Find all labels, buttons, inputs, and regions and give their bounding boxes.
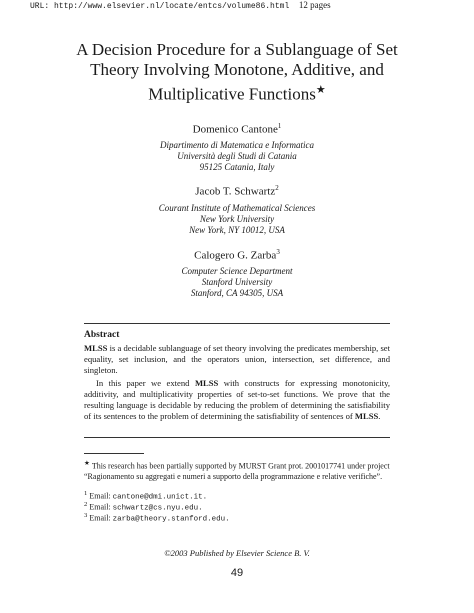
footnote-text: This research has been partially supported by MURST Grant prot. 2001017741 under project “Ragionamento su aggregati e numeri a supporto della programmazione e relative verifiche”. xyxy=(84,461,390,481)
email-address: cantone@dmi.unict.it. xyxy=(112,493,208,502)
author-mark: 1 xyxy=(277,122,282,130)
affil-line: Courant Institute of Mathematical Sciences xyxy=(158,203,316,213)
copyright-notice: ©2003 Published by Elsevier Science B. V. xyxy=(164,548,310,558)
mlss-term: MLSS xyxy=(194,378,219,388)
affil-line: Stanford, CA 94305, USA xyxy=(190,288,284,298)
email-label: Email: xyxy=(87,513,113,523)
footnote-mark: 1 xyxy=(84,490,88,497)
footnote-mark: 3 xyxy=(84,512,88,519)
title-line-2: Theory Involving Monotone, Additive, and xyxy=(90,60,384,79)
author-3 xyxy=(30,246,444,263)
affil-line: Dipartimento di Matematica e Informatica xyxy=(160,140,314,150)
affil-line: Università degli Studi di Catania xyxy=(177,151,297,161)
title-line-3: Multiplicative Functions xyxy=(148,84,316,104)
email-label: Email: xyxy=(87,491,113,501)
author-name: Domenico Cantone xyxy=(192,123,278,136)
email-address: schwartz@cs.nyu.edu. xyxy=(112,504,203,513)
affil-line: Computer Science Department xyxy=(181,266,293,276)
paper-title xyxy=(30,40,444,105)
title-line-1: A Decision Procedure for a Sublanguage of Set xyxy=(76,40,398,59)
url-text: URL: http://www.elsevier.nl/locate/entcs/volume86.html xyxy=(30,2,290,11)
affil-line: 95125 Catania, Italy xyxy=(199,162,275,172)
affil-line: Stanford University xyxy=(201,277,273,287)
abstract-text: . xyxy=(378,411,381,421)
author-name: Jacob T. Schwartz xyxy=(195,185,276,198)
footnote-email-3 xyxy=(84,511,390,525)
title-footnote-mark: ★ xyxy=(315,84,326,96)
abstract-heading: Abstract xyxy=(84,330,120,340)
author-name: Calogero G. Zarba xyxy=(194,249,277,262)
page-count: 12 pages xyxy=(298,0,331,10)
mlss-term: MLSS xyxy=(354,411,379,421)
url-header xyxy=(30,0,331,12)
email-address: zarba@theory.stanford.edu. xyxy=(112,515,230,524)
email-label: Email: xyxy=(87,502,113,512)
abstract-text: In this paper we extend xyxy=(96,378,195,388)
affiliation-2 xyxy=(30,203,444,236)
abstract-top-rule xyxy=(84,323,390,324)
footnote-funding xyxy=(84,459,390,482)
footnote-rule xyxy=(84,453,144,454)
footnote-mark: ★ xyxy=(84,460,90,467)
abstract-bottom-rule xyxy=(84,437,390,438)
abstract-paragraph-2 xyxy=(84,378,390,422)
abstract-paragraph-1 xyxy=(84,343,390,376)
abstract-text: with constructs for expressing monotonicity, additivity, and multiplicativity properties of set-to-set functions. We prove that the resulting language is decidable by reducing the problem of determining the satisfiability of its sentences to the problem of determining the satisfiability of sentences of xyxy=(84,378,390,421)
author-mark: 3 xyxy=(276,248,280,256)
affiliation-3 xyxy=(30,266,444,299)
abstract-text: is a decidable sublanguage of set theory involving the predicates membership, set equality, set inclusion, and the operators union, intersection, set difference, and singleton. xyxy=(84,343,390,375)
author-1 xyxy=(30,120,444,137)
affil-line: New York, NY 10012, USA xyxy=(189,225,285,235)
author-2 xyxy=(30,182,444,199)
page-number: 49 xyxy=(230,567,244,579)
mlss-term: MLSS xyxy=(84,343,108,353)
affil-line: New York University xyxy=(199,214,275,224)
affiliation-1 xyxy=(30,140,444,173)
author-mark: 2 xyxy=(275,184,279,192)
footnote-mark: 2 xyxy=(84,501,88,508)
